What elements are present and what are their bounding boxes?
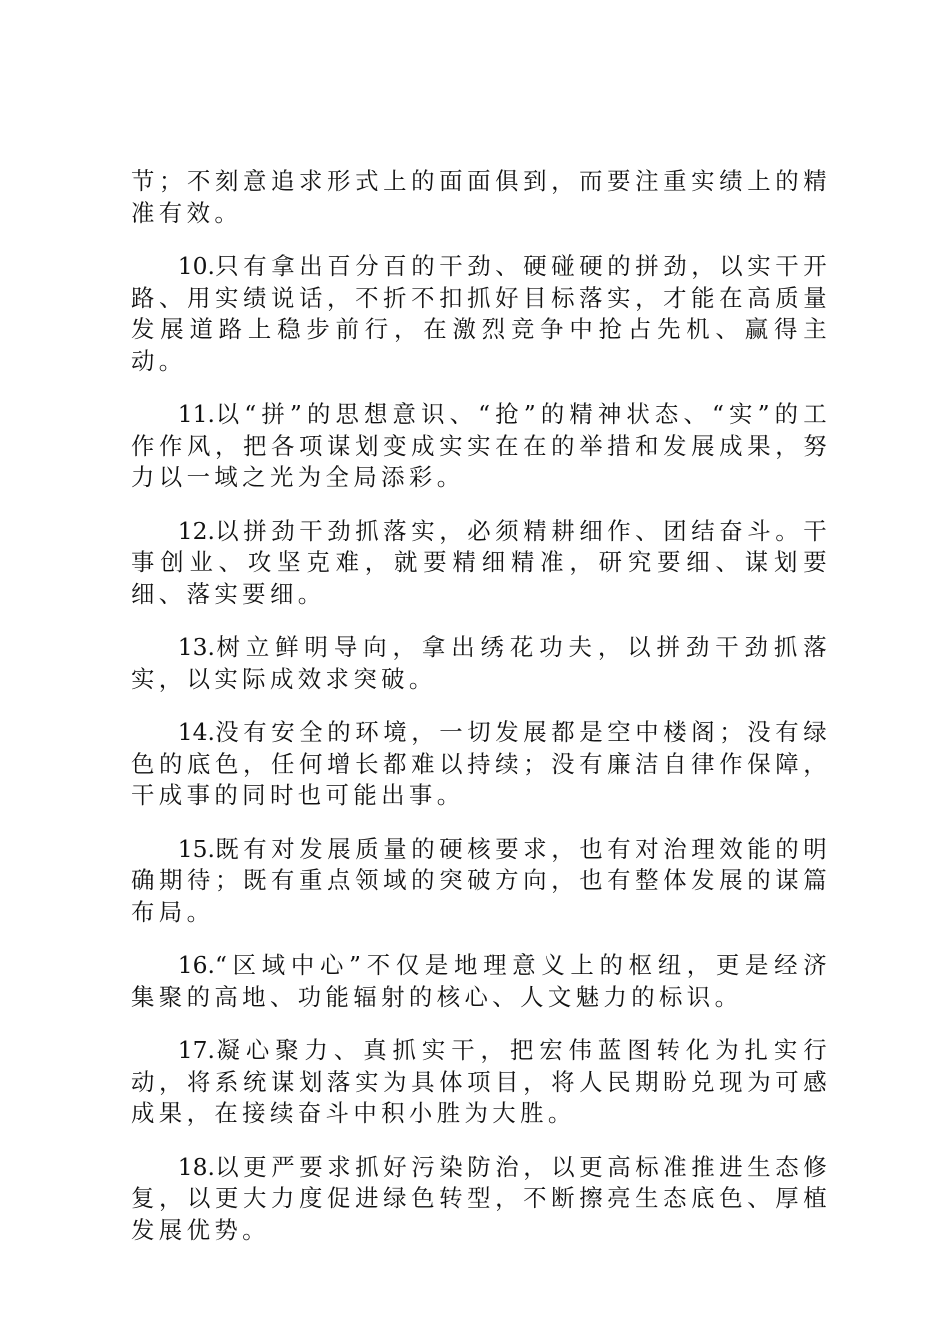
paragraph-16 <box>131 950 831 1013</box>
paragraph-13 <box>131 632 831 695</box>
paragraph-text: 以拼劲干劲抓落实，必须精耕细作、团结奋斗。干事创业、攻坚克难，就要精细精准，研究要细、谋划要细、落实要细。 <box>131 516 831 608</box>
paragraph-number: 10. <box>177 252 215 280</box>
paragraph-11 <box>131 399 831 494</box>
paragraph-number: 17. <box>177 1036 215 1064</box>
paragraph-text: 以“拼”的思想意识、“抢”的精神状态、“实”的工作作风，把各项谋划变成实实在在的举措和发展成果，努力以一域之光为全局添彩。 <box>131 400 831 491</box>
document-body <box>131 166 831 1268</box>
paragraph-number: 11. <box>177 400 215 428</box>
paragraph-number: 13. <box>177 633 215 661</box>
paragraph-text: 以更严要求抓好污染防治，以更高标准推进生态修复，以更大力度促进绿色转型，不断擦亮生态底色、厚植发展优势。 <box>131 1152 831 1244</box>
paragraph-number: 16. <box>177 951 215 979</box>
paragraph-14 <box>131 717 831 812</box>
paragraph-text: 既有对发展质量的硬核要求，也有对治理效能的明确期待；既有重点领域的突破方向，也有整体发展的谋篇布局。 <box>131 834 831 926</box>
paragraph-18 <box>131 1152 831 1247</box>
paragraph-text: 没有安全的环境，一切发展都是空中楼阁；没有绿色的底色，任何增长都难以持续；没有廉洁自律作保障，干成事的同时也可能出事。 <box>131 718 831 809</box>
paragraph-text: “区域中心”不仅是地理意义上的枢纽，更是经济集聚的高地、功能辐射的核心、人文魅力的标识。 <box>131 951 831 1011</box>
paragraph-number: 18. <box>177 1152 215 1181</box>
paragraph-text: 凝心聚力、真抓实干，把宏伟蓝图转化为扎实行动，将系统谋划落实为具体项目，将人民期盼兑现为可感成果，在接续奋斗中积小胜为大胜。 <box>131 1036 831 1127</box>
paragraph-number: 12. <box>177 516 215 545</box>
paragraph-15 <box>131 834 831 929</box>
paragraph-17 <box>131 1035 831 1130</box>
paragraph-text: 只有拿出百分百的干劲、硬碰硬的拼劲，以实干开路、用实绩说话，不折不扣抓好目标落实，才能在高质量发展道路上稳步前行，在激烈竞争中抢占先机、赢得主动。 <box>131 252 831 375</box>
paragraph-text: 节；不刻意追求形式上的面面俱到，而要注重实绩上的精准有效。 <box>131 167 831 227</box>
paragraph-continuation <box>131 166 831 229</box>
paragraph-12 <box>131 516 831 611</box>
paragraph-number: 15. <box>177 834 215 863</box>
paragraph-10 <box>131 251 831 377</box>
paragraph-number: 14. <box>177 718 215 746</box>
paragraph-text: 树立鲜明导向，拿出绣花功夫，以拼劲干劲抓落实，以实际成效求突破。 <box>131 633 831 693</box>
